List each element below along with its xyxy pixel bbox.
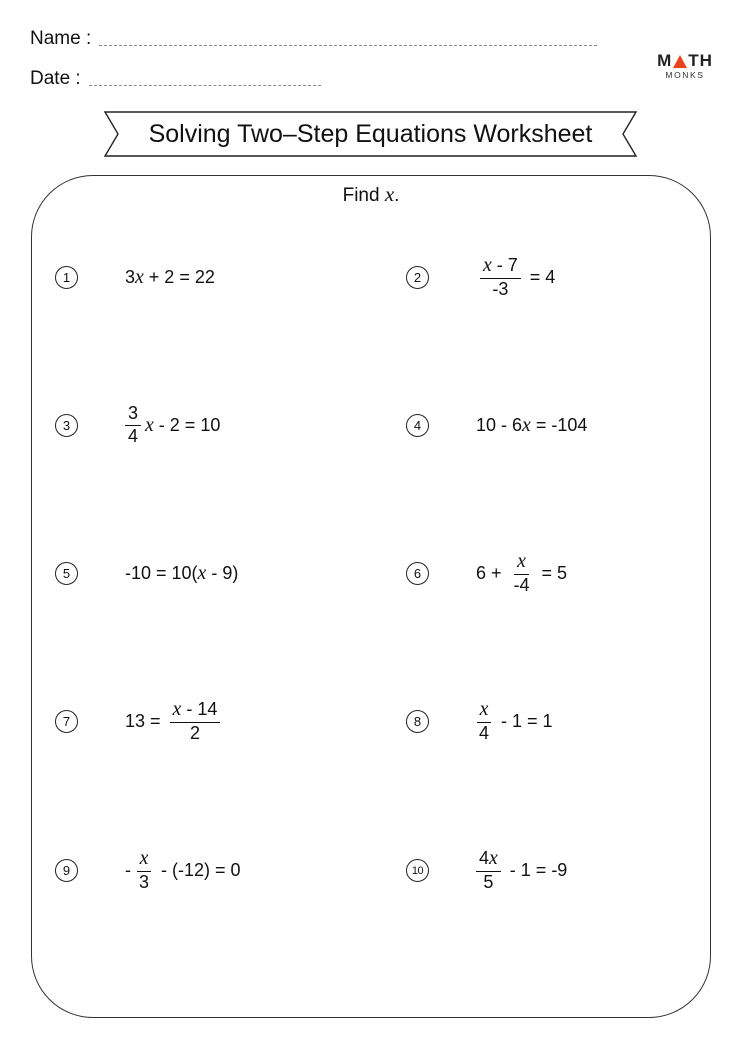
- date-label: Date :: [30, 68, 81, 89]
- fraction-numerator: [480, 255, 521, 279]
- eq-part: - 1 = 1: [496, 711, 553, 731]
- problem-equation: [125, 404, 220, 447]
- problem-7: [55, 698, 218, 743]
- fraction: [476, 848, 501, 893]
- eq-part: 4: [479, 848, 490, 869]
- eq-variable: x: [197, 562, 207, 584]
- name-blank-line[interactable]: [99, 45, 597, 46]
- problem-3: [55, 403, 221, 446]
- logo-triangle-icon: [673, 55, 687, 68]
- name-field-row: [30, 28, 597, 50]
- fraction-numerator: [170, 699, 221, 723]
- eq-part: 13 =: [125, 711, 166, 731]
- eq-part: - 7: [491, 255, 518, 276]
- eq-part: = 4: [524, 267, 556, 287]
- problem-equation: [125, 266, 215, 289]
- problem-number-badge: 8: [406, 710, 429, 733]
- fraction-numerator: x: [137, 848, 152, 872]
- math-monks-logo: [655, 52, 715, 80]
- problem-6: [406, 550, 568, 595]
- problem-number-badge: 10: [406, 859, 429, 882]
- problem-5: [55, 562, 239, 585]
- eq-part: 10 - 6: [476, 415, 523, 435]
- problem-equation: [476, 255, 555, 300]
- eq-variable: x: [145, 414, 154, 436]
- problem-10: [406, 847, 568, 892]
- problem-number-badge: 3: [55, 414, 78, 437]
- problem-2: [406, 254, 556, 299]
- fraction: [476, 699, 492, 744]
- eq-part: = 5: [536, 563, 568, 583]
- eq-part: = -104: [530, 415, 588, 435]
- date-blank-line[interactable]: [89, 85, 321, 86]
- problem-number-badge: 1: [55, 266, 78, 289]
- problem-number-badge: 2: [406, 266, 429, 289]
- problem-number-badge: 7: [55, 710, 78, 733]
- eq-variable: x: [483, 254, 492, 277]
- fraction: [136, 848, 152, 893]
- fraction-denominator: 4: [128, 426, 139, 446]
- problem-number-badge: 4: [406, 414, 429, 437]
- eq-part: 6 +: [476, 563, 507, 583]
- fraction-numerator: [476, 848, 501, 872]
- date-field-row: [30, 68, 321, 90]
- logo-text-left: M: [657, 51, 673, 70]
- fraction: [480, 255, 521, 300]
- eq-part: 3: [125, 267, 136, 287]
- problem-equation: [125, 699, 224, 744]
- fraction-denominator: 3: [139, 871, 150, 892]
- eq-part: - 9): [206, 563, 239, 583]
- eq-variable: x: [172, 698, 182, 721]
- problem-number-badge: 5: [55, 562, 78, 585]
- name-label: Name :: [30, 28, 92, 49]
- eq-part: + 2 = 22: [143, 267, 215, 287]
- fraction-numerator: 3: [125, 404, 141, 426]
- problem-8: [406, 698, 553, 743]
- fraction-numerator: x: [514, 551, 529, 575]
- fraction: [511, 551, 533, 596]
- eq-part: - (-12) = 0: [156, 860, 241, 880]
- eq-part: - 2 = 10: [153, 415, 221, 435]
- problem-equation: [476, 848, 567, 893]
- problem-equation: [125, 562, 238, 585]
- eq-part: - 1 = -9: [504, 860, 568, 880]
- eq-part: -10 = 10(: [125, 563, 198, 583]
- problem-number-badge: 6: [406, 562, 429, 585]
- problem-4: [406, 414, 588, 437]
- problem-equation: [125, 848, 241, 893]
- fraction-numerator: x: [477, 699, 492, 723]
- fraction: [125, 404, 141, 447]
- logo-text-right: TH: [688, 51, 713, 70]
- problem-equation: [476, 414, 587, 437]
- eq-variable: x: [489, 847, 498, 870]
- instruction-variable: x: [384, 182, 395, 206]
- fraction-denominator: 4: [479, 722, 490, 743]
- problem-1: [55, 266, 215, 289]
- instruction-label: Find: [342, 185, 380, 206]
- instruction-text: [0, 182, 742, 207]
- fraction-denominator: 5: [483, 871, 494, 892]
- problem-number-badge: 9: [55, 859, 78, 882]
- fraction-denominator: -3: [492, 278, 509, 299]
- problem-9: [55, 847, 241, 892]
- problem-equation: [476, 551, 567, 596]
- worksheet-title: Solving Two–Step Equations Worksheet: [148, 120, 593, 148]
- instruction-period: .: [394, 185, 400, 206]
- fraction-denominator: 2: [189, 722, 200, 743]
- eq-part: - 14: [181, 699, 218, 720]
- title-banner: [103, 111, 638, 157]
- problem-equation: [476, 699, 553, 744]
- eq-variable: x: [522, 414, 531, 436]
- fraction: [170, 699, 221, 744]
- eq-variable: x: [135, 266, 144, 288]
- fraction-denominator: -4: [513, 574, 530, 595]
- eq-part: -: [125, 860, 136, 880]
- logo-subtext: MONKS: [665, 70, 705, 80]
